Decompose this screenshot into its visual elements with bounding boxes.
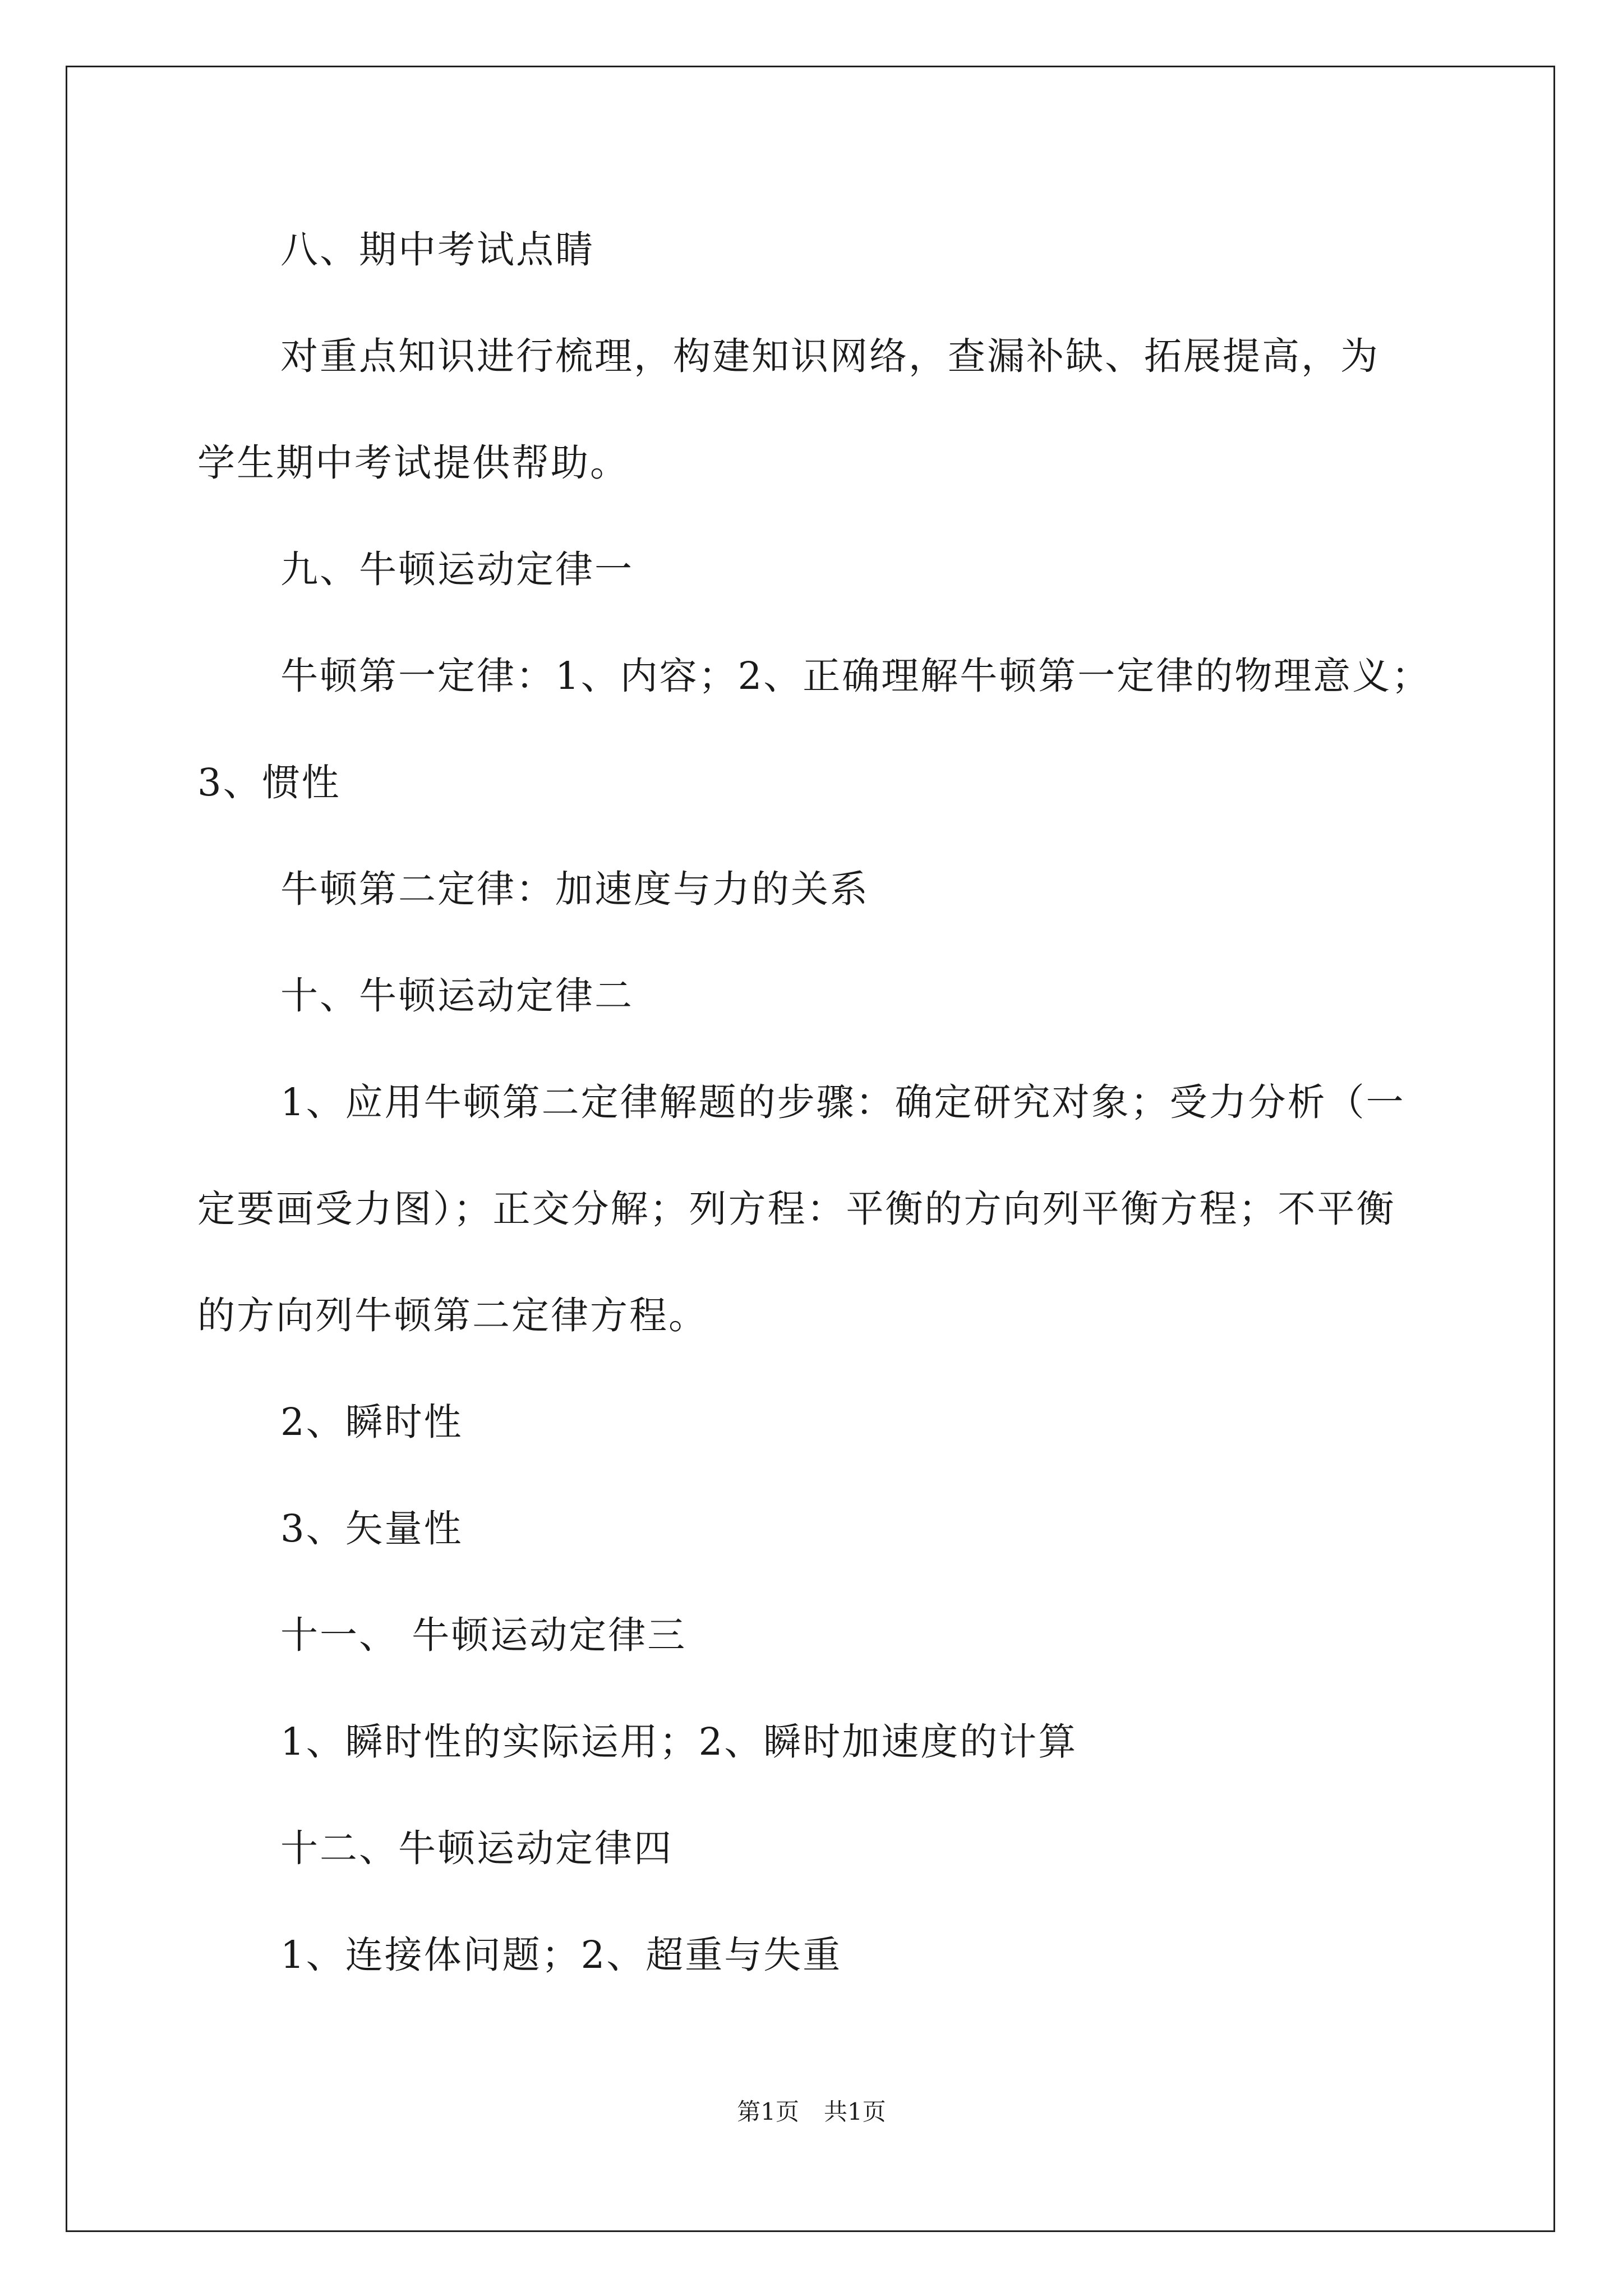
paragraph-line: 对重点知识进行梳理，构建知识网络，查漏补缺、拓展提高，为 xyxy=(280,334,1380,378)
paragraph-line: 1、应用牛顿第二定律解题的步骤：确定研究对象；受力分析（一 xyxy=(280,1080,1405,1124)
paragraph-line: 牛顿第一定律：1、内容；2、正确理解牛顿第一定律的物理意义； xyxy=(280,654,1431,698)
paragraph-line: 1、瞬时性的实际运用；2、瞬时加速度的计算 xyxy=(280,1720,1078,1764)
paragraph-line: 3、矢量性 xyxy=(280,1507,463,1550)
heading-newton-law-3: 十一、 牛顿运动定律三 xyxy=(280,1613,687,1657)
heading-newton-law-2: 十、牛顿运动定律二 xyxy=(280,974,634,1018)
paragraph-line: 2、瞬时性 xyxy=(280,1400,463,1444)
heading-newton-law-4: 十二、牛顿运动定律四 xyxy=(280,1826,673,1870)
paragraph-line: 的方向列牛顿第二定律方程。 xyxy=(197,1294,708,1337)
page-total-label: 共1页 xyxy=(824,2098,886,2125)
paragraph-line: 学生期中考试提供帮助。 xyxy=(197,441,629,485)
heading-newton-law-1: 九、牛顿运动定律一 xyxy=(280,547,634,591)
paragraph-line: 1、连接体问题；2、超重与失重 xyxy=(280,1933,842,1977)
page-footer xyxy=(0,2095,1623,2129)
paragraph-line: 3、惯性 xyxy=(197,761,341,804)
paragraph-line: 牛顿第二定律：加速度与力的关系 xyxy=(280,867,869,911)
heading-midterm-review: 八、期中考试点睛 xyxy=(280,228,594,272)
paragraph-line: 定要画受力图）；正交分解；列方程：平衡的方向列平衡方程；不平衡 xyxy=(197,1187,1396,1231)
page-number-label: 第1页 xyxy=(737,2098,799,2125)
page-border xyxy=(66,66,1555,2232)
